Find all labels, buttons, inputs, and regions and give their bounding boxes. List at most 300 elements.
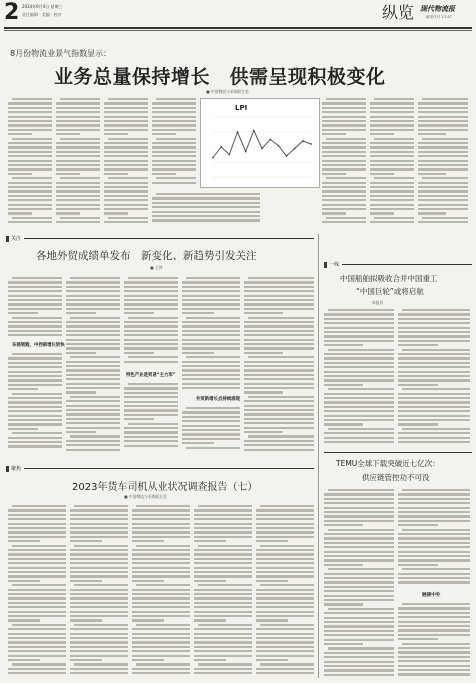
- text-line: [124, 303, 178, 305]
- text-line: [124, 440, 178, 442]
- guanzhu-col-4b: [182, 406, 240, 452]
- text-line: [8, 111, 52, 113]
- text-line: [398, 634, 470, 636]
- text-line: [324, 577, 394, 579]
- text-line: [56, 124, 100, 126]
- text-line: [370, 102, 414, 104]
- text-line: [256, 611, 314, 613]
- text-line: [132, 553, 190, 555]
- text-line: [132, 615, 190, 617]
- text-line: [256, 523, 314, 525]
- jujiao-rule: [6, 468, 314, 469]
- text-line: [418, 199, 468, 201]
- temu-col-1: [324, 488, 394, 678]
- text-line: [326, 217, 366, 219]
- text-line: [260, 584, 314, 586]
- text-line: [398, 498, 470, 500]
- text-line: [324, 669, 394, 671]
- text-line: [124, 361, 178, 363]
- text-line: [124, 334, 178, 336]
- text-line: [66, 378, 120, 380]
- text-line: [152, 182, 196, 184]
- text-line: [194, 641, 252, 643]
- text-line: [322, 111, 366, 113]
- text-line: [182, 369, 240, 371]
- text-line: [156, 98, 196, 100]
- temu-headline-2: 供应链管控功不可没: [362, 473, 430, 482]
- text-line: [324, 634, 394, 636]
- text-line: [152, 215, 260, 217]
- text-line: [324, 507, 394, 509]
- text-line: [132, 611, 190, 613]
- text-line: [398, 564, 438, 566]
- text-line: [8, 419, 62, 421]
- text-line: [182, 411, 240, 413]
- text-line: [194, 562, 252, 564]
- text-line: [398, 375, 470, 377]
- lpi-data-point: [237, 131, 239, 133]
- text-line: [152, 133, 176, 135]
- text-line: [56, 221, 100, 223]
- text-line: [132, 602, 190, 604]
- text-line: [8, 295, 62, 297]
- text-line: [12, 353, 62, 355]
- text-line: [70, 356, 120, 358]
- text-line: [12, 393, 62, 395]
- text-line: [398, 432, 470, 434]
- text-line: [132, 633, 190, 635]
- text-line: [124, 330, 178, 332]
- text-line: [70, 580, 102, 582]
- text-line: [194, 650, 252, 652]
- text-line: [152, 151, 196, 153]
- text-line: [194, 527, 252, 529]
- text-line: [70, 396, 120, 398]
- text-line: [108, 177, 148, 179]
- text-line: [8, 589, 66, 591]
- text-line: [322, 155, 366, 157]
- text-line: [56, 199, 100, 201]
- text-line: [66, 387, 120, 389]
- tag-bar-icon: [6, 466, 9, 472]
- text-line: [260, 505, 314, 507]
- tag-guanzhu: [6, 235, 24, 242]
- yixian-col-1: [324, 308, 394, 446]
- text-line: [398, 581, 470, 583]
- main-body-col-5: [152, 192, 260, 224]
- text-line: [322, 204, 366, 206]
- lpi-data-point: [228, 154, 230, 156]
- text-line: [256, 549, 314, 551]
- yixian-headline-1: 中国船舶拟吸收合并中国重工: [340, 274, 438, 283]
- text-line: [66, 391, 96, 393]
- text-line: [398, 542, 470, 544]
- text-line: [104, 120, 148, 122]
- text-line: [194, 602, 252, 604]
- text-line: [244, 290, 314, 292]
- masthead-rule-thin: [4, 30, 472, 31]
- text-line: [398, 515, 470, 517]
- guanzhu-col-3: [124, 276, 178, 368]
- text-line: [132, 567, 190, 569]
- text-line: [322, 221, 366, 223]
- text-line: [104, 102, 148, 104]
- text-line: [398, 651, 470, 653]
- text-line: [66, 427, 120, 429]
- text-line: [322, 107, 366, 109]
- text-line: [244, 312, 283, 314]
- text-line: [124, 405, 178, 407]
- tag-yixian-label: 一线: [329, 262, 340, 268]
- text-line: [104, 195, 148, 197]
- text-line: [324, 415, 394, 417]
- text-line: [182, 420, 240, 422]
- text-line: [104, 142, 148, 144]
- text-line: [256, 531, 314, 533]
- text-line: [56, 164, 100, 166]
- text-line: [132, 655, 190, 657]
- text-line: [326, 98, 366, 100]
- text-line: [324, 340, 394, 342]
- text-line: [256, 628, 314, 630]
- text-line: [56, 102, 100, 104]
- text-line: [136, 584, 190, 586]
- text-line: [132, 509, 190, 511]
- lpi-series-line: [213, 131, 311, 158]
- text-line: [8, 437, 62, 439]
- yixian-rule: [324, 264, 472, 265]
- text-line: [182, 312, 214, 314]
- text-line: [8, 107, 52, 109]
- text-line: [398, 502, 470, 504]
- text-line: [12, 217, 52, 219]
- text-line: [328, 388, 394, 390]
- text-line: [198, 505, 252, 507]
- text-line: [244, 281, 314, 283]
- text-line: [8, 575, 66, 577]
- text-line: [66, 339, 120, 341]
- text-line: [324, 564, 363, 566]
- text-line: [324, 520, 394, 522]
- text-line: [244, 347, 314, 349]
- text-line: [398, 366, 470, 368]
- text-line: [70, 637, 128, 639]
- text-line: [56, 116, 100, 118]
- text-line: [182, 325, 240, 327]
- text-line: [132, 672, 190, 674]
- text-line: [152, 120, 196, 122]
- text-line: [322, 146, 366, 148]
- text-line: [70, 633, 128, 635]
- text-line: [194, 633, 252, 635]
- text-line: [66, 361, 120, 363]
- text-line: [324, 511, 394, 513]
- text-line: [398, 551, 470, 553]
- text-line: [324, 524, 363, 526]
- text-line: [124, 343, 178, 345]
- text-line: [398, 507, 470, 509]
- text-line: [8, 120, 52, 122]
- text-line: [56, 195, 100, 197]
- text-line: [8, 151, 52, 153]
- tag-guanzhu-label: 关注: [11, 236, 22, 242]
- text-line: [182, 281, 240, 283]
- text-line: [8, 518, 66, 520]
- text-line: [324, 313, 394, 315]
- text-line: [8, 593, 66, 595]
- text-line: [8, 286, 62, 288]
- text-line: [182, 429, 240, 431]
- main-kicker: 8月份物流业景气指数显示：: [10, 49, 112, 58]
- text-line: [418, 124, 468, 126]
- jujiao-byline: ■ 中国物流与采购联合会: [124, 494, 167, 499]
- text-line: [398, 379, 470, 381]
- text-line: [326, 177, 366, 179]
- text-line: [256, 655, 314, 657]
- text-line: [398, 423, 438, 425]
- text-line: [418, 212, 446, 214]
- text-line: [182, 365, 240, 367]
- text-line: [324, 401, 394, 403]
- text-line: [104, 160, 148, 162]
- text-line: [324, 397, 394, 399]
- text-line: [256, 606, 314, 608]
- text-line: [104, 168, 148, 170]
- text-line: [370, 208, 414, 210]
- text-line: [108, 138, 148, 140]
- text-line: [244, 308, 314, 310]
- text-line: [124, 312, 154, 314]
- text-line: [418, 142, 468, 144]
- text-line: [194, 567, 252, 569]
- text-line: [398, 410, 470, 412]
- text-line: [324, 515, 394, 517]
- text-line: [132, 531, 190, 533]
- text-line: [322, 102, 366, 104]
- main-body-col-4: [152, 97, 196, 189]
- text-line: [124, 396, 178, 398]
- text-line: [324, 555, 394, 557]
- text-line: [60, 98, 100, 100]
- text-line: [402, 309, 470, 311]
- text-line: [66, 330, 120, 332]
- text-line: [124, 445, 178, 447]
- text-line: [398, 511, 470, 513]
- main-body-col-1: [8, 97, 52, 229]
- text-line: [398, 665, 470, 667]
- text-line: [8, 410, 62, 412]
- text-line: [66, 286, 120, 288]
- text-line: [248, 396, 314, 398]
- jujiao-headline: 2023年货车司机从业状况调查报告（七）: [72, 482, 258, 493]
- text-line: [8, 388, 38, 390]
- text-line: [324, 617, 394, 619]
- section-name: 纵览: [382, 3, 415, 22]
- temu-col-2: [398, 488, 470, 588]
- text-line: [328, 529, 394, 531]
- text-line: [186, 356, 240, 358]
- text-line: [56, 173, 80, 175]
- text-line: [194, 637, 252, 639]
- text-line: [194, 655, 252, 657]
- text-line: [182, 383, 240, 385]
- text-line: [370, 204, 414, 206]
- text-line: [132, 536, 190, 538]
- text-line: [124, 281, 178, 283]
- text-line: [70, 558, 128, 560]
- guanzhu-subhead-2: 特色产业是贸易“主力军”: [126, 373, 176, 378]
- text-line: [398, 656, 470, 658]
- text-line: [8, 536, 66, 538]
- text-line: [244, 418, 314, 420]
- text-line: [12, 317, 62, 319]
- main-body-col-8: [418, 97, 468, 229]
- text-line: [70, 615, 128, 617]
- text-line: [324, 410, 394, 412]
- text-line: [244, 409, 314, 411]
- lpi-data-point: [261, 148, 263, 150]
- text-line: [324, 371, 394, 373]
- text-line: [244, 295, 314, 297]
- text-line: [398, 393, 470, 395]
- text-line: [322, 208, 366, 210]
- text-line: [194, 628, 252, 630]
- text-line: [8, 155, 52, 157]
- text-line: [104, 124, 148, 126]
- text-line: [12, 545, 66, 547]
- text-line: [398, 493, 470, 495]
- text-line: [8, 357, 62, 359]
- text-line: [256, 567, 314, 569]
- text-line: [104, 107, 148, 109]
- text-line: [182, 416, 240, 418]
- text-line: [12, 505, 66, 507]
- text-line: [136, 624, 190, 626]
- text-line: [66, 383, 120, 385]
- main-source: ■ 中国物流与采购联合会: [206, 89, 249, 94]
- text-line: [8, 182, 52, 184]
- text-line: [8, 379, 62, 381]
- text-line: [324, 656, 394, 658]
- text-line: [398, 555, 470, 557]
- text-line: [104, 221, 148, 223]
- text-line: [324, 353, 394, 355]
- text-line: [324, 537, 394, 539]
- text-line: [324, 621, 394, 623]
- text-line: [370, 168, 414, 170]
- text-line: [322, 142, 366, 144]
- text-line: [66, 422, 120, 424]
- text-line: [70, 575, 128, 577]
- text-line: [66, 369, 120, 371]
- text-line: [8, 580, 40, 582]
- text-line: [70, 650, 128, 652]
- text-line: [422, 98, 468, 100]
- temu-col-2b: [398, 602, 470, 678]
- main-headline: 业务总量保持增长 供需呈现积极变化: [54, 66, 386, 88]
- text-line: [324, 331, 394, 333]
- text-line: [244, 352, 283, 354]
- text-line: [152, 107, 196, 109]
- text-line: [66, 374, 120, 376]
- text-line: [256, 633, 314, 635]
- text-line: [66, 405, 120, 407]
- text-line: [182, 433, 240, 435]
- text-line: [8, 366, 62, 368]
- lpi-data-point: [245, 151, 247, 153]
- text-line: [124, 290, 178, 292]
- text-line: [132, 593, 190, 595]
- text-line: [8, 672, 66, 674]
- tag-jujiao: [6, 465, 24, 472]
- text-line: [182, 438, 240, 440]
- text-line: [256, 575, 314, 577]
- text-line: [418, 182, 468, 184]
- text-line: [256, 637, 314, 639]
- text-line: [8, 509, 66, 511]
- text-line: [132, 575, 190, 577]
- text-line: [66, 290, 120, 292]
- text-line: [370, 186, 414, 188]
- text-line: [370, 190, 414, 192]
- edition-info: 邮发代号 17-47: [426, 15, 452, 19]
- tag-yixian: [324, 261, 342, 268]
- text-line: [182, 339, 240, 341]
- text-line: [244, 400, 314, 402]
- text-line: [418, 221, 468, 223]
- text-line: [194, 611, 252, 613]
- text-line: [66, 449, 120, 451]
- text-line: [152, 219, 260, 221]
- text-line: [256, 553, 314, 555]
- text-line: [70, 606, 128, 608]
- text-line: [8, 195, 52, 197]
- text-line: [104, 182, 148, 184]
- text-line: [324, 393, 394, 395]
- text-line: [256, 597, 314, 599]
- text-line: [70, 571, 128, 573]
- text-line: [66, 413, 120, 415]
- text-line: [418, 111, 468, 113]
- text-line: [322, 129, 366, 131]
- text-line: [132, 562, 190, 564]
- text-line: [244, 369, 314, 371]
- text-line: [256, 646, 314, 648]
- text-line: [398, 625, 470, 627]
- text-line: [56, 129, 100, 131]
- text-line: [182, 308, 240, 310]
- text-line: [186, 407, 240, 409]
- text-line: [418, 116, 468, 118]
- yixian-author: 本报讯: [372, 300, 384, 305]
- text-line: [128, 383, 178, 385]
- text-line: [418, 129, 468, 131]
- text-line: [66, 343, 120, 345]
- text-line: [124, 401, 178, 403]
- text-line: [8, 655, 66, 657]
- text-line: [186, 277, 240, 279]
- text-line: [398, 406, 470, 408]
- text-line: [324, 612, 394, 614]
- text-line: [324, 546, 394, 548]
- text-line: [104, 204, 148, 206]
- text-line: [322, 195, 366, 197]
- text-line: [108, 217, 148, 219]
- text-line: [322, 116, 366, 118]
- text-line: [398, 397, 470, 399]
- text-line: [66, 281, 120, 283]
- text-line: [256, 650, 314, 652]
